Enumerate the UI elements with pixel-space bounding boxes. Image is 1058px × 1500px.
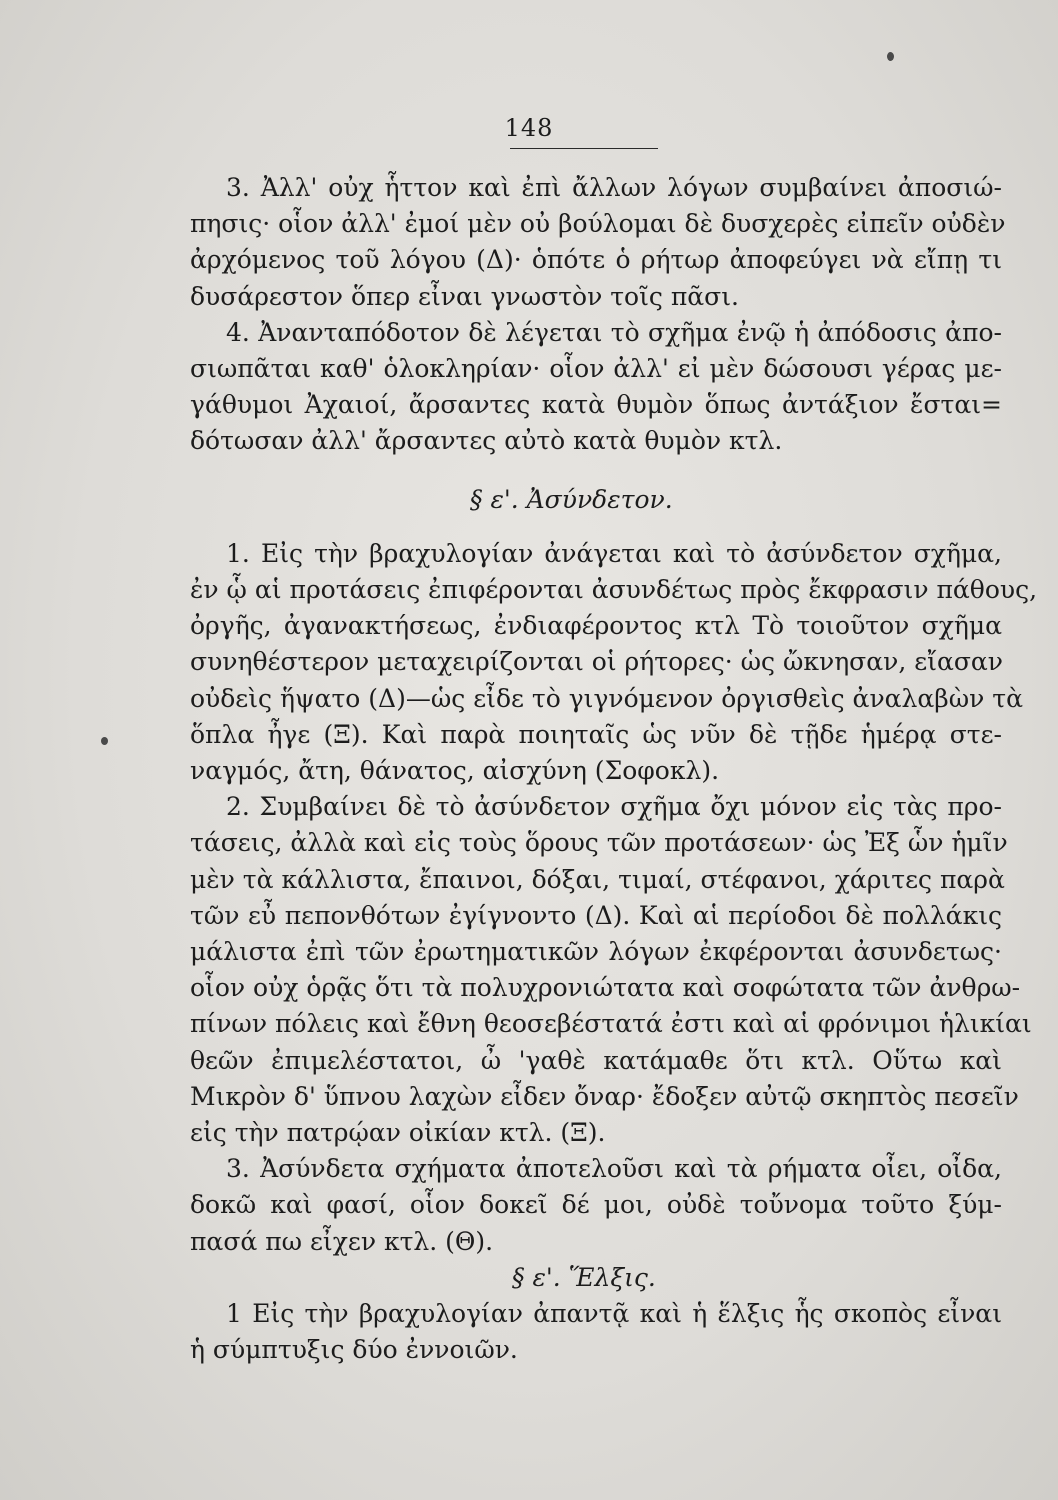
text-line: εἰς τὴν πατρῴαν οἰκίαν κτλ. (Ξ). xyxy=(190,1118,606,1148)
text-line: μὲν τὰ κάλλιστα, ἔπαινοι, δόξαι, τιμαί, στέφανοι, χάριτες παρὰ xyxy=(190,864,1005,894)
text-line: τῶν εὖ πεπονθότων ἐγίγνοντο (Δ). Καὶ αἱ περίοδοι δὲ πολλάκις xyxy=(190,900,1002,930)
section-heading-elxis: § ε'. Ἕλξις. xyxy=(512,1262,656,1292)
text-line: οἷον οὐχ ὁρᾷς ὅτι τὰ πολυχρονιώτατα καὶ σοφώτατα τῶν ἀνθρω- xyxy=(190,973,1021,1003)
text-line: μάλιστα ἐπὶ τῶν ἐρωτηματικῶν λόγων ἐκφέρονται ἀσυνδετως· xyxy=(190,937,1002,967)
text-line: πίνων πόλεις καὶ ἔθνη θεοσεβέστατά ἐστι καὶ αἱ φρόνιμοι ἡλικίαι xyxy=(190,1009,1032,1039)
text-line: 1. Εἰς τὴν βραχυλογίαν ἀνάγεται καὶ τὸ ἀσύνδετον σχῆμα, xyxy=(226,538,1002,568)
ink-spot xyxy=(887,52,894,61)
text-line: 1 Εἰς τὴν βραχυλογίαν ἀπαντᾷ καὶ ἡ ἕλξις ἧς σκοπὸς εἶναι xyxy=(226,1299,1002,1329)
text-line: πασά πω εἶχεν κτλ. (Θ). xyxy=(190,1226,494,1256)
text-line: δοκῶ καὶ φασί, οἷον δοκεῖ δέ μοι, οὐδὲ τοὔνομα τοῦτο ξύμ- xyxy=(190,1190,1002,1220)
text-line: ναγμός, ἄτη, θάνατος, αἰσχύνη (Σοφοκλ). xyxy=(190,756,720,786)
text-line: γάθυμοι Ἀχαιοί, ἄρσαντες κατὰ θυμὸν ὅπως ἀντάξιον ἔσται= xyxy=(190,390,1002,420)
text-line: ἀρχόμενος τοῦ λόγου (Δ)· ὁπότε ὁ ρήτωρ ἀποφεύγει νὰ εἴπῃ τι xyxy=(190,245,1002,275)
text-line: συνηθέστερον μεταχειρίζονται οἱ ρήτορες· ὡς ὤκνησαν, εἴασαν xyxy=(190,647,1004,677)
page-body xyxy=(190,170,1038,1369)
section-aposiopesis xyxy=(190,170,1006,460)
text-line: 4. Ἀνανταπόδοτον δὲ λέγεται τὸ σχῆμα ἐνῷ ἡ ἀπόδοσις ἀπο- xyxy=(226,317,1002,347)
text-line: ὅπλα ἦγε (Ξ). Καὶ παρὰ ποιηταῖς ὡς νῦν δὲ τῇδε ἡμέρᾳ στε- xyxy=(190,719,1002,749)
text-line: Μικρὸν δ' ὕπνου λαχὼν εἶδεν ὄναρ· ἔδοξεν αὐτῷ σκηπτὸς πεσεῖν xyxy=(190,1081,1019,1111)
page-number: 148 xyxy=(504,114,554,142)
section-elxis xyxy=(190,1296,1002,1368)
text-line: ἡ σύμπτυξις δύο ἐννοιῶν. xyxy=(190,1335,518,1365)
text-line: τάσεις, ἀλλὰ καὶ εἰς τοὺς ὅρους τῶν προτάσεων· ὡς Ἐξ ὧν ἡμῖν xyxy=(190,828,1008,858)
text-line: πησις· οἷον ἀλλ' ἐμοί μὲν οὐ βούλομαι δὲ δυσχερὲς εἰπεῖν οὐδὲν xyxy=(190,209,1006,239)
text-line: ὀργῆς, ἀγανακτήσεως, ἐνδιαφέροντος κτλ Τὸ τοιοῦτον σχῆμα xyxy=(190,611,1002,641)
text-line: 3. Ἀσύνδετα σχήματα ἀποτελοῦσι καὶ τὰ ρήματα οἶει, οἶδα, xyxy=(226,1154,1002,1184)
ink-spot xyxy=(101,737,108,745)
text-line: σιωπᾶται καθ' ὁλοκληρίαν· οἷον ἀλλ' εἰ μὲν δώσουσι γέρας με- xyxy=(190,354,1002,384)
text-line: ἐν ᾧ αἱ προτάσεις ἐπιφέρονται ἀσυνδέτως πρὸς ἔκφρασιν πάθους, xyxy=(190,575,1038,605)
text-line: δυσάρεστον ὅπερ εἶναι γνωστὸν τοῖς πᾶσι. xyxy=(190,281,739,311)
text-line: δότωσαν ἀλλ' ἄρσαντες αὐτὸ κατὰ θυμὸν κτλ. xyxy=(190,426,783,456)
text-line: 3. Ἀλλ' οὐχ ἧττον καὶ ἐπὶ ἄλλων λόγων συμβαίνει ἀποσιώ- xyxy=(226,173,1002,202)
section-asyndeton xyxy=(190,536,1038,1260)
text-line: 2. Συμβαίνει δὲ τὸ ἀσύνδετον σχῆμα ὄχι μόνον εἰς τὰς προ- xyxy=(226,792,1002,822)
section-heading-asyndeton: § ε'. Ἀσύνδετον. xyxy=(470,484,673,514)
text-line: οὐδεὶς ἥψατο (Δ)—ὡς εἶδε τὸ γιγνόμενον ὀργισθεὶς ἀναλαβὼν τὰ xyxy=(190,683,1023,713)
header-rule xyxy=(510,148,658,149)
text-line: θεῶν ἐπιμελέστατοι, ὦ 'γαθὲ κατάμαθε ὅτι κτλ. Οὕτω καὶ xyxy=(190,1045,1002,1075)
